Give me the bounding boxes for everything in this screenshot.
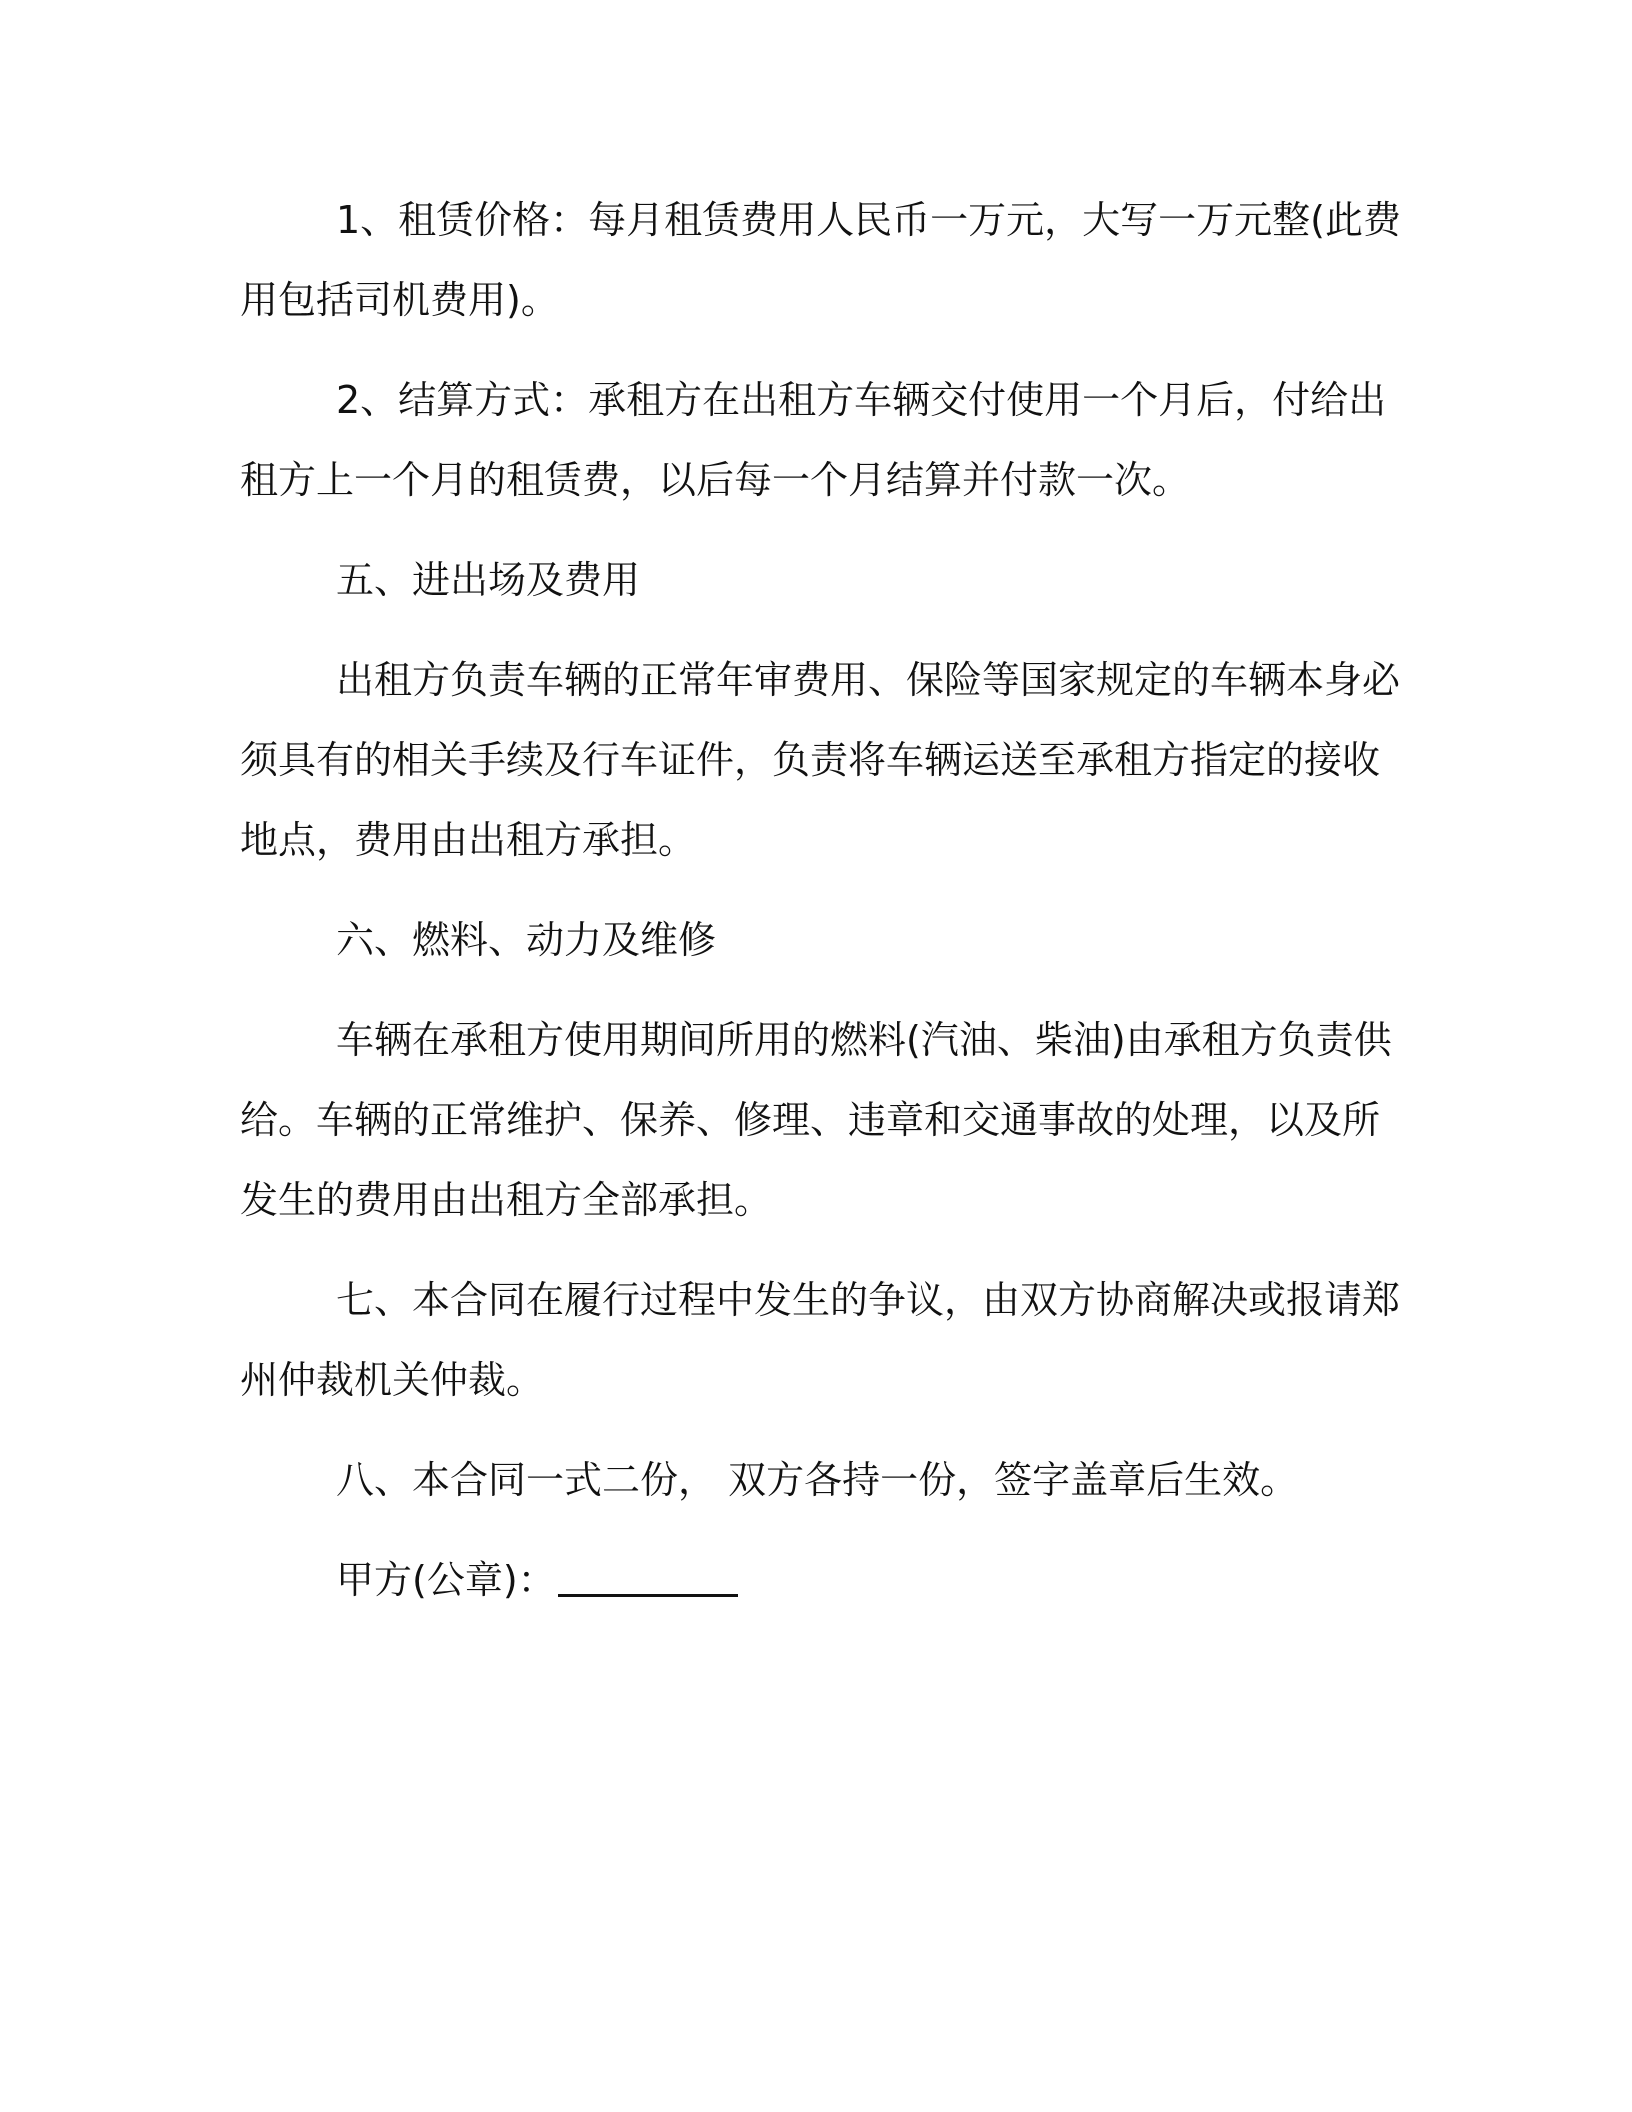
text-line: 须具有的相关手续及行车证件，负责将车辆运送至承租方指定的接收 (240, 738, 1381, 782)
text-line: 八、本合同一式二份， 双方各持一份，签字盖章后生效。 (336, 1458, 1299, 1502)
paragraph-section-5 (240, 640, 1401, 880)
signature-line (240, 1540, 1390, 1620)
text-line: 出租方负责车辆的正常年审费用、保险等国家规定的车辆本身必 (336, 658, 1401, 702)
signature-party-a (240, 1540, 1390, 1620)
section-heading-6 (240, 900, 1390, 980)
text-line: 1、租赁价格：每月租赁费用人民币一万元，大写一万元整(此费 (336, 198, 1402, 242)
text-line: 用包括司机费用)。 (240, 278, 559, 322)
paragraph-section-6 (240, 1000, 1390, 1240)
heading-line: 五、进出场及费用 (336, 558, 641, 602)
paragraph-section-8 (240, 1440, 1390, 1520)
heading-line: 六、燃料、动力及维修 (336, 918, 717, 962)
text-line: 州仲裁机关仲裁。 (240, 1358, 545, 1402)
text-line: 七、本合同在履行过程中发生的争议，由双方协商解决或报请郑 (336, 1278, 1401, 1322)
text-line: 地点，费用由出租方承担。 (240, 818, 697, 862)
text-line: 发生的费用由出租方全部承担。 (240, 1178, 773, 1222)
paragraph-settlement (240, 360, 1390, 520)
signature-label: 甲方(公章)： (336, 1558, 556, 1602)
signature-blank[interactable] (558, 1558, 738, 1597)
text-line: 车辆在承租方使用期间所用的燃料(汽油、柴油)由承租方负责供 (336, 1018, 1392, 1062)
paragraph-section-7 (240, 1260, 1401, 1420)
text-line: 给。车辆的正常维护、保养、修理、违章和交通事故的处理，以及所 (240, 1098, 1381, 1142)
text-line: 2、结算方式：承租方在出租方车辆交付使用一个月后，付给出 (336, 378, 1387, 422)
paragraph-rental-price (240, 180, 1402, 340)
text-line: 租方上一个月的租赁费，以后每一个月结算并付款一次。 (240, 458, 1191, 502)
section-heading-5 (240, 540, 1390, 620)
